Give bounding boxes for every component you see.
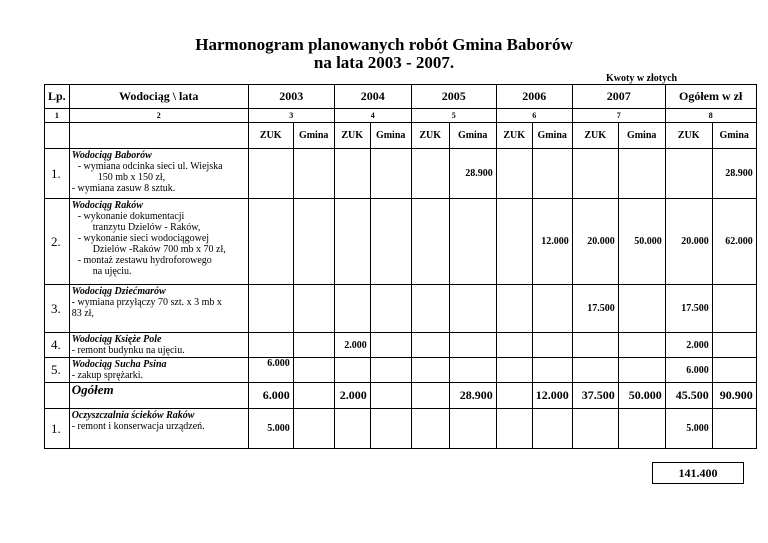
row-description bbox=[69, 149, 248, 199]
header-2006: 2006 bbox=[496, 85, 572, 109]
total-2007-gmina: 50.000 bbox=[618, 383, 665, 409]
totals-label: Ogółem bbox=[71, 382, 114, 397]
column-number: 8 bbox=[665, 109, 756, 123]
row-line: - remont i konserwacja urządzeń. bbox=[71, 421, 205, 432]
cell-total-gmina: 62.000 bbox=[712, 199, 756, 285]
row-description bbox=[69, 199, 248, 285]
column-number: 5 bbox=[411, 109, 496, 123]
currency-note: Kwoty w złotych bbox=[606, 73, 678, 84]
header-2007: 2007 bbox=[572, 85, 665, 109]
table-row bbox=[45, 149, 757, 199]
cell-2003-zuk: 6.000 bbox=[248, 358, 293, 383]
row-line: na ujęciu. bbox=[92, 266, 132, 277]
row-heading: Wodociąg Raków bbox=[71, 200, 143, 211]
cell-2003-zuk: 5.000 bbox=[248, 409, 293, 449]
table-row bbox=[45, 333, 757, 358]
cell-total-zuk: 17.500 bbox=[665, 285, 712, 333]
row-lp: 3. bbox=[45, 285, 70, 333]
sub-header-zuk: ZUK bbox=[248, 123, 293, 149]
column-number: 7 bbox=[572, 109, 665, 123]
sub-header-zuk: ZUK bbox=[665, 123, 712, 149]
cell-2007-zuk: 20.000 bbox=[572, 199, 618, 285]
table-row bbox=[45, 285, 757, 333]
header-2005: 2005 bbox=[411, 85, 496, 109]
totals-label-cell bbox=[69, 383, 248, 409]
header-lp: Lp. bbox=[45, 85, 70, 109]
row-line: Dzielów -Raków 700 mb x 70 zł, bbox=[92, 244, 226, 255]
header-total: Ogółem w zł bbox=[665, 85, 756, 109]
document-title bbox=[0, 36, 768, 72]
row-heading: Wodociąg Sucha Psina bbox=[71, 359, 167, 370]
sub-header-gmina: Gmina bbox=[370, 123, 411, 149]
row-line: - wymiana zasuw 8 sztuk. bbox=[71, 183, 176, 194]
total-2004-zuk: 2.000 bbox=[334, 383, 370, 409]
row-line: - montaż zestawu hydroforowego bbox=[77, 255, 212, 266]
row-lp: 5. bbox=[45, 358, 70, 383]
table-row bbox=[45, 358, 757, 383]
cell-total-gmina: 28.900 bbox=[712, 149, 756, 199]
row-lp: 1. bbox=[45, 149, 70, 199]
sub-header-zuk: ZUK bbox=[572, 123, 618, 149]
row-lp: 1. bbox=[45, 409, 70, 449]
cell-total-zuk: 5.000 bbox=[665, 409, 712, 449]
row-heading: Wodociąg Dziećmarów bbox=[71, 286, 166, 297]
cell-2006-gmina: 12.000 bbox=[532, 199, 572, 285]
row-line: tranzytu Dzielów - Raków, bbox=[92, 222, 201, 233]
total-all-gmina: 90.900 bbox=[712, 383, 756, 409]
total-2006-gmina: 12.000 bbox=[532, 383, 572, 409]
row-description bbox=[69, 358, 248, 383]
sub-header-gmina: Gmina bbox=[449, 123, 496, 149]
row-line: 83 zł, bbox=[71, 308, 94, 319]
total-2003-zuk: 6.000 bbox=[248, 383, 293, 409]
sub-header-gmina: Gmina bbox=[618, 123, 665, 149]
row-lp: 2. bbox=[45, 199, 70, 285]
cell-2005-gmina: 28.900 bbox=[449, 149, 496, 199]
row-line: - wymiana przyłączy 70 szt. x 3 mb x bbox=[71, 297, 222, 308]
row-heading: Oczyszczalnia ścieków Raków bbox=[71, 410, 195, 421]
total-2007-zuk: 37.500 bbox=[572, 383, 618, 409]
header-name: Wodociąg \ lata bbox=[69, 85, 248, 109]
row-lp: 4. bbox=[45, 333, 70, 358]
cell-2007-zuk: 17.500 bbox=[572, 285, 618, 333]
row-heading: Wodociąg Baborów bbox=[71, 150, 152, 161]
title-line-2: na lata 2003 - 2007. bbox=[313, 53, 455, 72]
cell-2007-gmina: 50.000 bbox=[618, 199, 665, 285]
table-row bbox=[45, 199, 757, 285]
sub-header-gmina: Gmina bbox=[712, 123, 756, 149]
row-heading: Wodociąg Księże Pole bbox=[71, 334, 162, 345]
sub-header-zuk: ZUK bbox=[496, 123, 532, 149]
sub-header-zuk: ZUK bbox=[334, 123, 370, 149]
row-line: - wymiana odcinka sieci ul. Wiejska bbox=[77, 161, 223, 172]
column-number: 4 bbox=[334, 109, 411, 123]
header-row bbox=[45, 85, 757, 109]
column-number: 1 bbox=[45, 109, 70, 123]
schedule-table bbox=[44, 84, 757, 449]
table-row bbox=[45, 409, 757, 449]
cell-total-zuk: 20.000 bbox=[665, 199, 712, 285]
row-description bbox=[69, 285, 248, 333]
header-2004: 2004 bbox=[334, 85, 411, 109]
sub-header-gmina: Gmina bbox=[293, 123, 334, 149]
row-line: - remont budynku na ujęciu. bbox=[71, 345, 185, 356]
column-number: 6 bbox=[496, 109, 572, 123]
title-line-1: Harmonogram planowanych robót Gmina Baborów bbox=[195, 35, 573, 54]
column-number: 2 bbox=[69, 109, 248, 123]
row-line: - wykonanie sieci wodociągowej bbox=[77, 233, 210, 244]
column-number-row bbox=[45, 109, 757, 123]
column-number: 3 bbox=[248, 109, 334, 123]
total-all-zuk: 45.500 bbox=[665, 383, 712, 409]
sub-header-gmina: Gmina bbox=[532, 123, 572, 149]
cell-total-zuk: 6.000 bbox=[665, 358, 712, 383]
total-2005-gmina: 28.900 bbox=[449, 383, 496, 409]
grand-total: 141.400 bbox=[652, 462, 744, 484]
header-2003: 2003 bbox=[248, 85, 334, 109]
row-description bbox=[69, 333, 248, 358]
row-description bbox=[69, 409, 248, 449]
row-line: 150 mb x 150 zł, bbox=[97, 172, 166, 183]
row-line: - zakup sprężarki. bbox=[71, 370, 144, 381]
row-line: - wykonanie dokumentacji bbox=[77, 211, 185, 222]
totals-row bbox=[45, 383, 757, 409]
sub-header-zuk: ZUK bbox=[411, 123, 449, 149]
cell-total-zuk: 2.000 bbox=[665, 333, 712, 358]
cell-2004-zuk: 2.000 bbox=[334, 333, 370, 358]
sub-header-row bbox=[45, 123, 757, 149]
